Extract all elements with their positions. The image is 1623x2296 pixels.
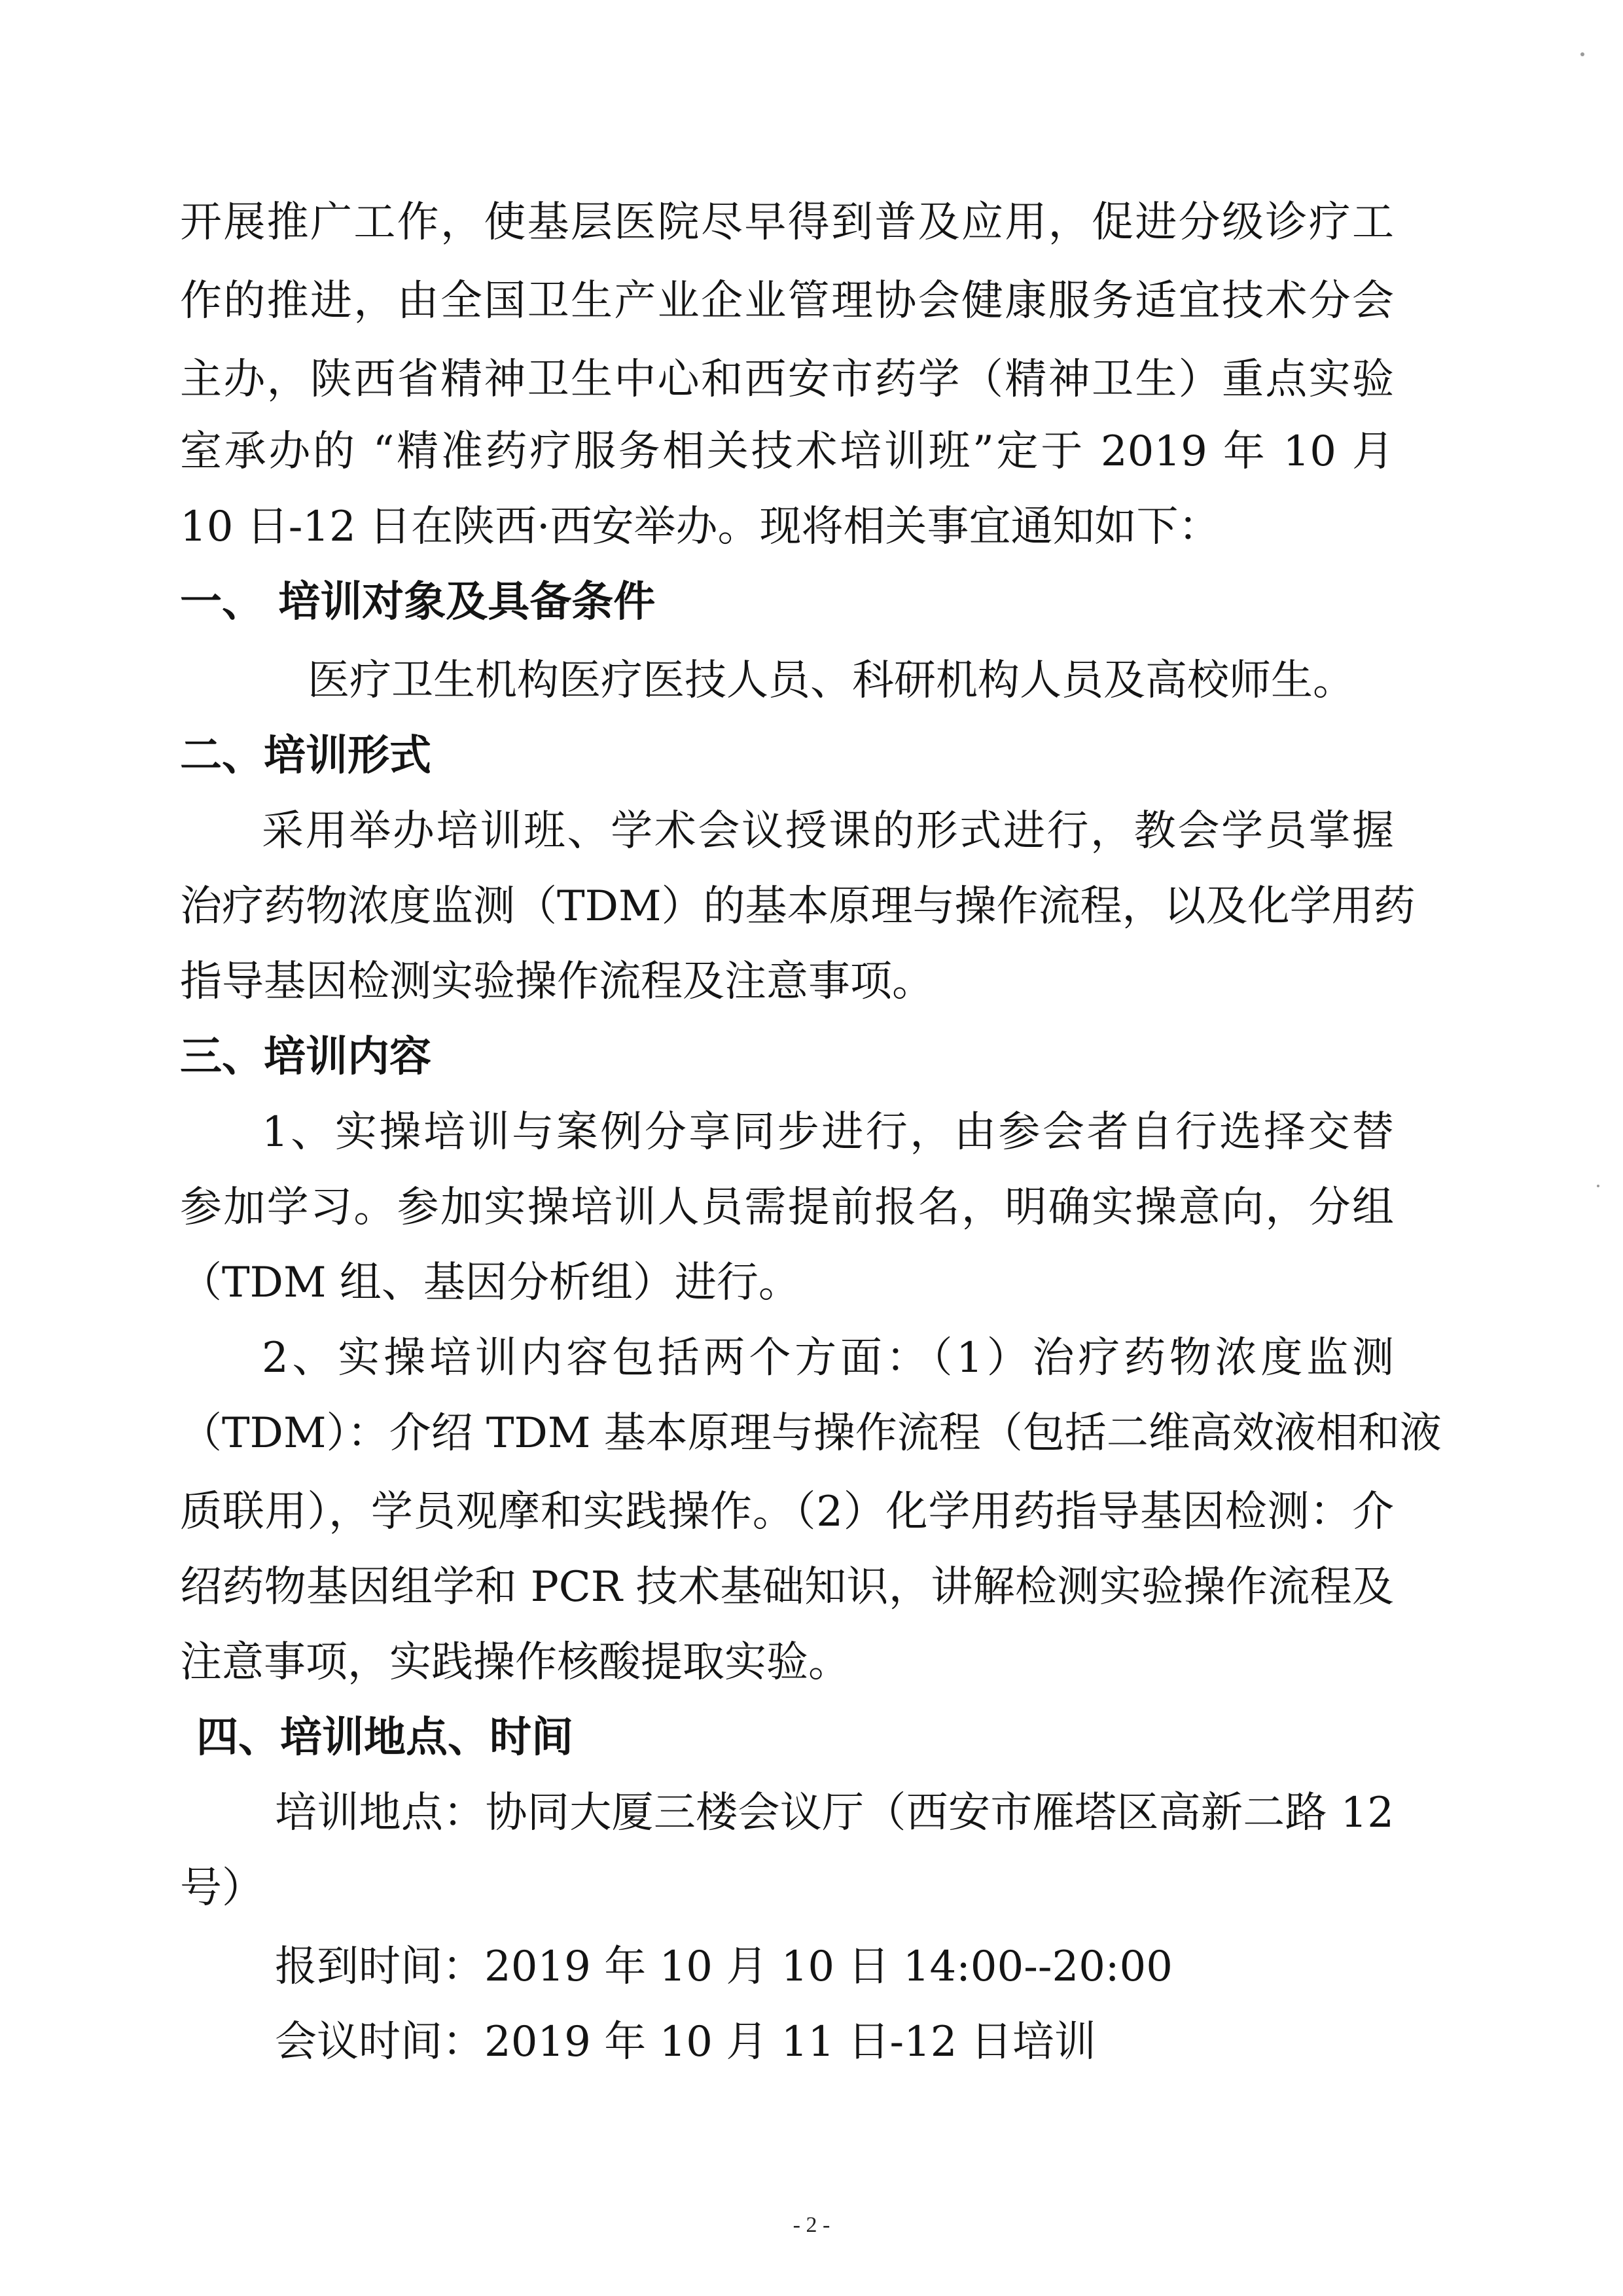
- section-3-item-1-line-1: 1、实操培训与案例分享同步进行，由参会者自行选择交替: [262, 1108, 1394, 1157]
- section-3-item-2-line-4: 绍药物基因组学和 PCR 技术基础知识，讲解检测实验操作流程及: [180, 1563, 1394, 1611]
- section-3-item-2-line-3: 质联用），学员观摩和实践操作。（2）化学用药指导基因检测：介: [180, 1488, 1394, 1536]
- section-4-meeting: 会议时间：2019 年 10 月 11 日-12 日培训: [275, 2018, 1096, 2066]
- section-4-location-line-2: 号）: [180, 1864, 264, 1912]
- section-4-registration: 报到时间：2019 年 10 月 10 日 14:00--20:00: [275, 1943, 1173, 1991]
- section-3-item-2-line-5: 注意事项，实践操作核酸提取实验。: [180, 1638, 850, 1687]
- intro-line-2: 作的推进，由全国卫生产业企业管理协会健康服务适宜技术分会: [180, 277, 1394, 325]
- scan-speck: [1580, 52, 1584, 56]
- section-3-item-2-line-1: 2、实操培训内容包括两个方面：（1）治疗药物浓度监测: [262, 1334, 1394, 1382]
- section-3-heading: 三、培训内容: [180, 1032, 431, 1081]
- section-1-line-1: 医疗卫生机构医疗医技人员、科研机构人员及高校师生。: [308, 656, 1355, 705]
- section-4-heading: 四、培训地点、时间: [196, 1713, 573, 1762]
- intro-line-5: 10 日-12 日在陕西·西安举办。现将相关事宜通知如下：: [180, 503, 1221, 551]
- section-1-heading: 一、 培训对象及具备条件: [180, 577, 656, 626]
- section-3-item-1-line-2: 参加学习。参加实操培训人员需提前报名，明确实操意向，分组: [180, 1183, 1394, 1232]
- section-2-line-3: 指导基因检测实验操作流程及注意事项。: [180, 958, 934, 1006]
- section-3-item-1-line-3: （TDM 组、基因分析组）进行。: [180, 1259, 800, 1307]
- page-number: - 2 -: [793, 2213, 830, 2237]
- section-2-heading: 二、培训形式: [180, 731, 431, 780]
- section-2-line-2: 治疗药物浓度监测（TDM）的基本原理与操作流程，以及化学用药: [180, 882, 1416, 931]
- scan-speck: [1597, 1185, 1599, 1187]
- section-3-item-2-line-2: （TDM）：介绍 TDM 基本原理与操作流程（包括二维高效液相和液: [180, 1409, 1442, 1458]
- intro-line-1: 开展推广工作，使基层医院尽早得到普及应用，促进分级诊疗工: [180, 198, 1394, 247]
- intro-line-3: 主办，陕西省精神卫生中心和西安市药学（精神卫生）重点实验: [180, 355, 1394, 404]
- intro-line-4: 室承办的 “精准药疗服务相关技术培训班”定于 2019 年 10 月: [180, 427, 1394, 476]
- section-2-line-1: 采用举办培训班、学术会议授课的形式进行，教会学员掌握: [262, 807, 1394, 855]
- section-4-location-line-1: 培训地点：协同大厦三楼会议厅（西安市雁塔区高新二路 12: [275, 1789, 1394, 1837]
